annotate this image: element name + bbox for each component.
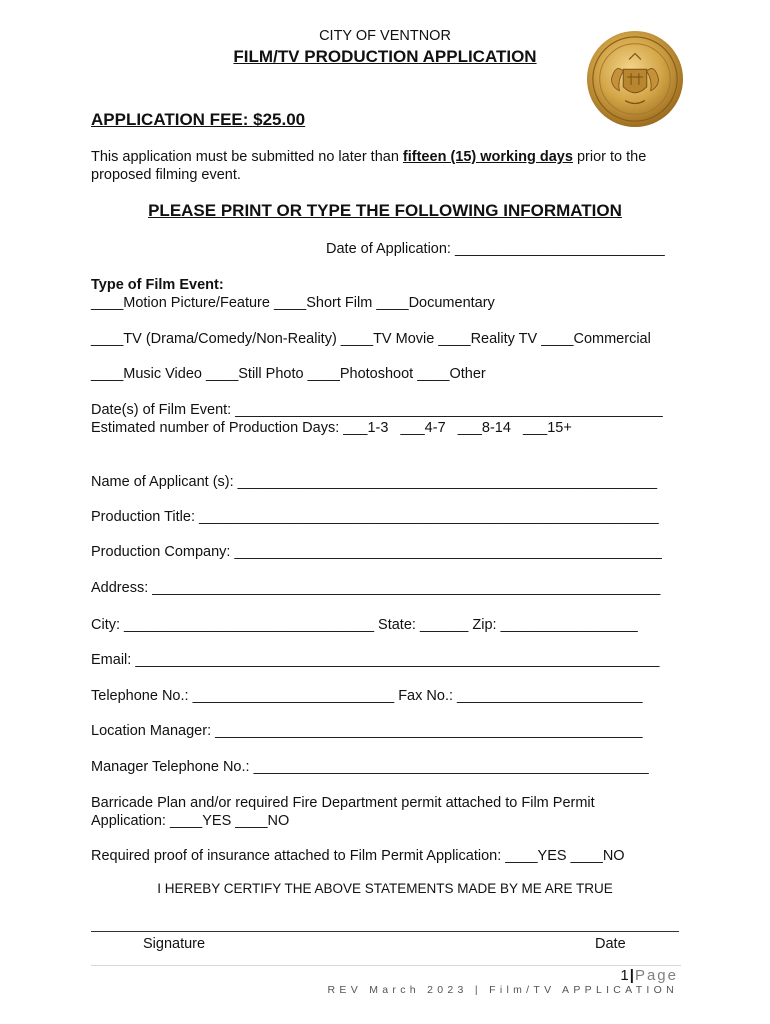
film-event-type-label: Type of Film Event: (91, 277, 224, 293)
applicant-name-field[interactable]: Name of Applicant (s): ____________________________________________________ (91, 474, 658, 490)
email-field[interactable]: Email: _________________________________________________________________ (91, 652, 660, 668)
insurance-question[interactable]: Required proof of insurance attached to Film Permit Application: ____YES ____NO (91, 848, 625, 864)
section-heading: PLEASE PRINT OR TYPE THE FOLLOWING INFORMATION (148, 201, 622, 220)
page-number (620, 967, 678, 984)
signature-line[interactable] (91, 931, 679, 932)
page-number-value: 1 (620, 967, 630, 984)
film-event-dates-field[interactable]: Date(s) of Film Event: _____________________________________________________ (91, 402, 663, 418)
production-days-field[interactable]: Estimated number of Production Days: ___1-3 ___4-7 ___8-14 ___15+ (91, 420, 572, 436)
intro-text-line2: proposed filming event. (91, 167, 241, 183)
deadline-emphasis: fifteen (15) working days (402, 149, 573, 165)
revision-footer: REV March 2023 | Film/TV APPLICATION (327, 984, 678, 996)
signature-label: Signature (143, 936, 206, 952)
city-name: CITY OF VENTNOR (319, 28, 451, 44)
date-of-application-field[interactable]: Date of Application: __________________________ (326, 241, 665, 257)
film-event-type-row-2[interactable]: ____TV (Drama/Comedy/Non-Reality) ____TV Movie ____Reality TV ____Commercial (91, 331, 651, 347)
footer-divider (91, 965, 681, 966)
intro-text-end: prior to the (572, 149, 647, 165)
barricade-plan-answer[interactable]: Application: ____YES ____NO (91, 813, 290, 829)
application-fee: APPLICATION FEE: $25.00 (91, 110, 306, 129)
telephone-fax-field[interactable]: Telephone No.: _________________________ Fax No.: _______________________ (91, 688, 643, 704)
manager-telephone-field[interactable]: Manager Telephone No.: _________________________________________________ (91, 759, 649, 775)
barricade-plan-question: Barricade Plan and/or required Fire Department permit attached to Film Permit (91, 795, 595, 811)
production-company-field[interactable]: Production Company: _____________________________________________________ (91, 544, 662, 560)
form-title: FILM/TV PRODUCTION APPLICATION (233, 47, 537, 66)
city-state-zip-field[interactable]: City: _______________________________ State: ______ Zip: _________________ (91, 617, 638, 633)
certification-statement: I HEREBY CERTIFY THE ABOVE STATEMENTS MADE BY ME ARE TRUE (157, 881, 613, 896)
page-word: Page (634, 967, 678, 984)
intro-text (91, 148, 646, 166)
address-field[interactable]: Address: _______________________________________________________________ (91, 580, 661, 596)
date-label: Date (595, 936, 626, 952)
city-seal-icon (586, 30, 684, 128)
intro-text-start: This application must be submitted no later than (91, 149, 403, 165)
film-event-type-row-1[interactable]: ____Motion Picture/Feature ____Short Film ____Documentary (91, 295, 495, 311)
film-event-type-row-3[interactable]: ____Music Video ____Still Photo ____Photoshoot ____Other (91, 366, 486, 382)
production-title-field[interactable]: Production Title: _________________________________________________________ (91, 509, 659, 525)
location-manager-field[interactable]: Location Manager: _____________________________________________________ (91, 723, 643, 739)
page-separator: | (629, 967, 635, 984)
